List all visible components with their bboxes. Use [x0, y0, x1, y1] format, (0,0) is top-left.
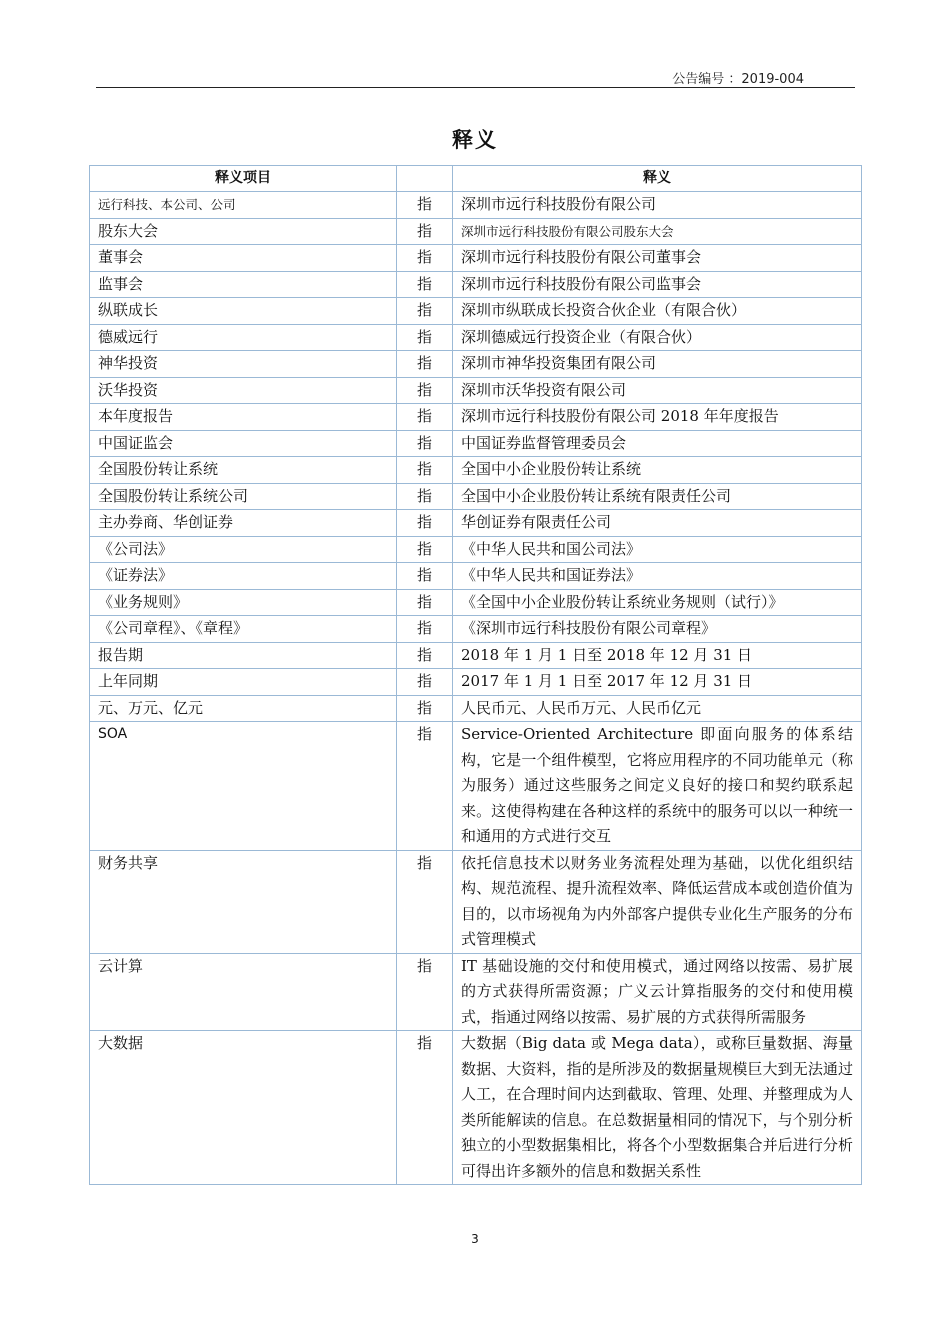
- column-header-definition: 释义: [453, 166, 862, 192]
- pointer-cell: 指: [397, 324, 453, 351]
- pointer-cell: 指: [397, 563, 453, 590]
- definition-cell: 2018 年 1 月 1 日至 2018 年 12 月 31 日: [453, 642, 862, 669]
- pointer-cell: 指: [397, 483, 453, 510]
- definition-cell: IT 基础设施的交付和使用模式，通过网络以按需、易扩展的方式获得所需资源；广义云计算指服务的交付和使用模式，指通过网络以按需、易扩展的方式获得所需服务: [453, 953, 862, 1031]
- term-cell: 云计算: [90, 953, 397, 1031]
- pointer-cell: 指: [397, 351, 453, 378]
- term-cell: 全国股份转让系统公司: [90, 483, 397, 510]
- definition-cell: 深圳德威远行投资企业（有限合伙）: [453, 324, 862, 351]
- pointer-cell: 指: [397, 642, 453, 669]
- definition-cell: 深圳市远行科技股份有限公司 2018 年年度报告: [453, 404, 862, 431]
- table-row: [90, 483, 862, 510]
- term-cell: 沃华投资: [90, 377, 397, 404]
- table-row: [90, 298, 862, 325]
- pointer-cell: 指: [397, 850, 453, 953]
- term-cell: 全国股份转让系统: [90, 457, 397, 484]
- term-cell: 主办券商、华创证券: [90, 510, 397, 537]
- term-cell: 《业务规则》: [90, 589, 397, 616]
- table-row: [90, 271, 862, 298]
- definition-cell: 深圳市远行科技股份有限公司监事会: [453, 271, 862, 298]
- table-row: [90, 669, 862, 696]
- table-row: [90, 850, 862, 953]
- definition-cell: 深圳市神华投资集团有限公司: [453, 351, 862, 378]
- term-cell: 财务共享: [90, 850, 397, 953]
- page-number: 3: [471, 1232, 479, 1246]
- table-row: [90, 953, 862, 1031]
- table-row: [90, 536, 862, 563]
- pointer-cell: 指: [397, 218, 453, 245]
- term-cell: 元、万元、亿元: [90, 695, 397, 722]
- table-row: [90, 616, 862, 643]
- definition-cell: 全国中小企业股份转让系统: [453, 457, 862, 484]
- definition-cell: 依托信息技术以财务业务流程处理为基础，以优化组织结构、规范流程、提升流程效率、降低运营成本或创造价值为目的，以市场视角为内外部客户提供专业化生产服务的分布式管理模式: [453, 850, 862, 953]
- table-row: [90, 510, 862, 537]
- table-row: [90, 245, 862, 272]
- pointer-cell: 指: [397, 298, 453, 325]
- pointer-cell: 指: [397, 192, 453, 219]
- definition-cell: 华创证券有限责任公司: [453, 510, 862, 537]
- term-cell: 德威远行: [90, 324, 397, 351]
- table-row: [90, 324, 862, 351]
- definition-cell: 大数据（Big data 或 Mega data），或称巨量数据、海量数据、大资料，指的是所涉及的数据量规模巨大到无法通过人工，在合理时间内达到截取、管理、处理、并整理成为人类所能解读的信息。在总数据量相同的情况下，与个别分析独立的小型数据集相比，将各个小型数据集合并后进行分析可得出许多额外的信息和数据关系性: [453, 1031, 862, 1185]
- pointer-cell: 指: [397, 536, 453, 563]
- definition-cell: 深圳市远行科技股份有限公司: [453, 192, 862, 219]
- definition-cell: 2017 年 1 月 1 日至 2017 年 12 月 31 日: [453, 669, 862, 696]
- term-cell: 《公司法》: [90, 536, 397, 563]
- pointer-cell: 指: [397, 695, 453, 722]
- term-cell: 董事会: [90, 245, 397, 272]
- pointer-cell: 指: [397, 1031, 453, 1185]
- definition-cell: 深圳市远行科技股份有限公司股东大会: [453, 218, 862, 245]
- definition-cell: 中国证券监督管理委员会: [453, 430, 862, 457]
- term-cell: SOA: [90, 722, 397, 851]
- definitions-table: [89, 165, 862, 1185]
- definition-cell: 《中华人民共和国公司法》: [453, 536, 862, 563]
- definition-cell: 深圳市沃华投资有限公司: [453, 377, 862, 404]
- term-cell: 《证券法》: [90, 563, 397, 590]
- pointer-cell: 指: [397, 377, 453, 404]
- column-header-pointer: [397, 166, 453, 192]
- definition-cell: 深圳市纵联成长投资合伙企业（有限合伙）: [453, 298, 862, 325]
- pointer-cell: 指: [397, 669, 453, 696]
- page-title: 释义: [452, 128, 498, 152]
- pointer-cell: 指: [397, 953, 453, 1031]
- pointer-cell: 指: [397, 245, 453, 272]
- definition-cell: 全国中小企业股份转让系统有限责任公司: [453, 483, 862, 510]
- term-cell: 纵联成长: [90, 298, 397, 325]
- definition-cell: 人民币元、人民币万元、人民币亿元: [453, 695, 862, 722]
- table-row: [90, 192, 862, 219]
- pointer-cell: 指: [397, 589, 453, 616]
- pointer-cell: 指: [397, 616, 453, 643]
- column-header-term: 释义项目: [90, 166, 397, 192]
- table-row: [90, 695, 862, 722]
- table-row: [90, 563, 862, 590]
- pointer-cell: 指: [397, 722, 453, 851]
- definition-cell: 深圳市远行科技股份有限公司董事会: [453, 245, 862, 272]
- table-row: [90, 430, 862, 457]
- pointer-cell: 指: [397, 404, 453, 431]
- term-cell: 神华投资: [90, 351, 397, 378]
- pointer-cell: 指: [397, 457, 453, 484]
- table-row: [90, 404, 862, 431]
- definition-cell: 《全国中小企业股份转让系统业务规则（试行）》: [453, 589, 862, 616]
- term-cell: 报告期: [90, 642, 397, 669]
- term-cell: 远行科技、本公司、公司: [90, 192, 397, 219]
- table-row: [90, 722, 862, 851]
- table-row: [90, 589, 862, 616]
- table-row: [90, 218, 862, 245]
- term-cell: 中国证监会: [90, 430, 397, 457]
- table-row: [90, 1031, 862, 1185]
- term-cell: 监事会: [90, 271, 397, 298]
- term-cell: 大数据: [90, 1031, 397, 1185]
- pointer-cell: 指: [397, 510, 453, 537]
- definition-cell: Service-Oriented Architecture 即面向服务的体系结构，它是一个组件模型，它将应用程序的不同功能单元（称为服务）通过这些服务之间定义良好的接口和契约联系起来。这使得构建在各种这样的系统中的服务可以以一种统一和通用的方式进行交互: [453, 722, 862, 851]
- definition-cell: 《中华人民共和国证券法》: [453, 563, 862, 590]
- pointer-cell: 指: [397, 271, 453, 298]
- term-cell: 本年度报告: [90, 404, 397, 431]
- definition-cell: 《深圳市远行科技股份有限公司章程》: [453, 616, 862, 643]
- pointer-cell: 指: [397, 430, 453, 457]
- table-row: [90, 642, 862, 669]
- table-row: [90, 351, 862, 378]
- header-rule: [96, 87, 855, 88]
- term-cell: 股东大会: [90, 218, 397, 245]
- table-row: [90, 377, 862, 404]
- table-row: [90, 457, 862, 484]
- announcement-number: 公告编号 ：2019-004: [672, 72, 804, 87]
- table-header-row: [90, 166, 862, 192]
- term-cell: 《公司章程》、《章程》: [90, 616, 397, 643]
- term-cell: 上年同期: [90, 669, 397, 696]
